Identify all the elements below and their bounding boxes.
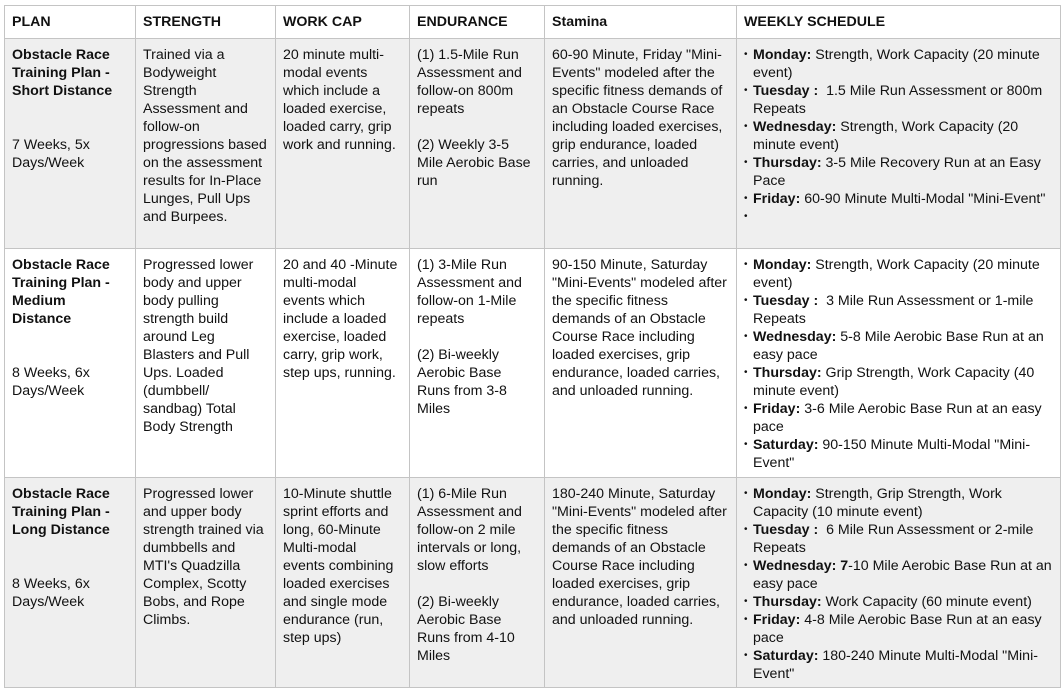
schedule-item: [744, 647, 1053, 683]
schedule-day: Friday:: [753, 191, 801, 207]
endurance-item: (2) Weekly 3-5 Mile Aerobic Base run: [417, 137, 531, 189]
stamina-cell: 60-90 Minute, Friday "Mini-Events" modeled after the specific fitness demands of an Obstacle Course Race including loaded exercises, grip endurance, loaded carries, and unloaded running.: [545, 39, 737, 249]
endurance-item: (2) Bi-weekly Aerobic Base Runs from 3-8 Miles: [417, 347, 507, 417]
plan-cell: [5, 478, 136, 688]
bullet-icon: •: [744, 331, 748, 342]
schedule-day: Monday:: [753, 257, 812, 273]
schedule-item: [744, 557, 1056, 593]
stamina-cell: 90-150 Minute, Saturday "Mini-Events" modeled after the specific fitness demands of an Obstacle Course Race including loaded exercises, grip endurance, loaded carries, and unloaded running.: [545, 249, 737, 478]
schedule-item: [744, 593, 1053, 611]
schedule-day: Tuesday :: [753, 293, 819, 309]
bullet-icon: •: [744, 596, 748, 607]
schedule-text: 1.5 Mile Run Assessment or 800m Repeats: [753, 83, 1047, 117]
schedule-day: Tuesday :: [753, 522, 819, 538]
schedule-day: Thursday:: [753, 155, 822, 171]
training-plan-table: [4, 5, 1061, 688]
bullet-icon: •: [744, 488, 748, 499]
header-weekly-schedule: WEEKLY SCHEDULE: [737, 6, 1061, 39]
header-plan: PLAN: [5, 6, 136, 39]
schedule-day: Thursday:: [753, 594, 822, 610]
schedule-text: Strength, Work Capacity (20 minute event): [753, 47, 1044, 81]
schedule-text: 4-8 Mile Aerobic Base Run at an easy pace: [753, 612, 1046, 646]
plan-name: Obstacle Race Training Plan - Medium Distance: [12, 257, 110, 327]
bullet-icon: •: [744, 85, 748, 96]
schedule-text: 5-8 Mile Aerobic Base Run at an easy pace: [753, 329, 1048, 363]
schedule-text: 3-5 Mile Recovery Run at an Easy Pace: [753, 155, 1045, 189]
endurance-item: (1) 6-Mile Run Assessment and follow-on 2 mile intervals or long, slow efforts: [417, 486, 522, 574]
schedule-day: Monday:: [753, 486, 812, 502]
schedule-list: [744, 485, 1056, 683]
schedule-text: -10 Mile Aerobic Base Run at an easy pace: [753, 558, 1056, 592]
bullet-icon: •: [744, 295, 748, 306]
schedule-text: 90-150 Minute Multi-Modal "Mini-Event": [753, 437, 1031, 471]
schedule-text: Strength, Work Capacity (20 minute event): [753, 119, 1023, 153]
schedule-text: 3 Mile Run Assessment or 1-mile Repeats: [753, 293, 1038, 327]
schedule-day: Wednesday:: [753, 329, 837, 345]
schedule-day: Saturday:: [753, 648, 819, 664]
schedule-item: [744, 292, 1053, 328]
schedule-item: [744, 400, 1053, 436]
header-stamina: Stamina: [545, 6, 737, 39]
bullet-icon: •: [744, 524, 748, 535]
schedule-day: Tuesday :: [753, 83, 819, 99]
bullet-icon: •: [744, 367, 748, 378]
endurance-item: (1) 1.5-Mile Run Assessment and follow-on 800m repeats: [417, 47, 522, 117]
header-work-cap: WORK CAP: [276, 6, 410, 39]
schedule-item: [744, 611, 1053, 647]
weekly-schedule-cell: [737, 39, 1061, 249]
bullet-icon: •: [744, 439, 748, 450]
bullet-icon: •: [744, 560, 748, 571]
table-row-medium-distance: [5, 249, 1061, 478]
strength-cell: Progressed lower body and upper body pulling strength build around Leg Blasters and Pull Ups. Loaded (dumbbell/ sandbag) Total Body Strength: [136, 249, 276, 478]
header-endurance: ENDURANCE: [410, 6, 545, 39]
work-cap-cell: 20 and 40 -Minute multi-modal events which include a loaded exercise, loaded carry, grip work, step ups, running.: [276, 249, 410, 478]
schedule-text: 6 Mile Run Assessment or 2-mile Repeats: [753, 522, 1038, 556]
plan-name: Obstacle Race Training Plan - Short Distance: [12, 47, 113, 99]
schedule-text: 180-240 Minute Multi-Modal "Mini-Event": [753, 648, 1038, 682]
schedule-day: Wednesday:: [753, 119, 837, 135]
bullet-icon: •: [744, 403, 748, 414]
schedule-text: 3-6 Mile Aerobic Base Run at an easy pace: [753, 401, 1046, 435]
plan-duration: 8 Weeks, 6x Days/Week: [12, 576, 90, 610]
endurance-item: (2) Bi-weekly Aerobic Base Runs from 4-10 Miles: [417, 594, 515, 664]
plan-cell: [5, 39, 136, 249]
schedule-item: [744, 364, 1053, 400]
header-row: [5, 6, 1061, 39]
schedule-text: Grip Strength, Work Capacity (40 minute event): [753, 365, 1039, 399]
schedule-item: [744, 154, 1053, 190]
table-row-short-distance: [5, 39, 1061, 249]
schedule-text: Strength, Grip Strength, Work Capacity (10 minute event): [753, 486, 1006, 520]
plan-name: Obstacle Race Training Plan - Long Distance: [12, 486, 110, 538]
plan-duration: 8 Weeks, 6x Days/Week: [12, 365, 90, 399]
endurance-item: (1) 3-Mile Run Assessment and follow-on 1-Mile repeats: [417, 257, 522, 327]
schedule-day: Saturday:: [753, 437, 819, 453]
schedule-list: [744, 46, 1053, 226]
endurance-cell: [410, 39, 545, 249]
schedule-list: [744, 256, 1053, 472]
bullet-icon: •: [744, 211, 748, 222]
schedule-item: [744, 82, 1053, 118]
table-row-long-distance: [5, 478, 1061, 688]
bullet-icon: •: [744, 259, 748, 270]
weekly-schedule-cell: [737, 478, 1061, 688]
schedule-text: Work Capacity (60 minute event): [821, 594, 1032, 610]
schedule-day: Friday:: [753, 612, 801, 628]
stamina-cell: 180-240 Minute, Saturday "Mini-Events" modeled after the specific fitness demands of an Obstacle Course Race including loaded exercises, grip endurance, loaded carries, and unloaded running.: [545, 478, 737, 688]
schedule-item: [744, 328, 1053, 364]
schedule-text: 60-90 Minute Multi-Modal "Mini-Event": [800, 191, 1046, 207]
bullet-icon: •: [744, 650, 748, 661]
schedule-item: [744, 190, 1053, 208]
work-cap-cell: 20 minute multi-modal events which include a loaded exercise, loaded carry, grip work and running.: [276, 39, 410, 249]
schedule-item: [744, 256, 1053, 292]
bullet-icon: •: [744, 193, 748, 204]
strength-cell: Trained via a Bodyweight Strength Assessment and follow-on progressions based on the assessment results for In-Place Lunges, Pull Ups and Burpees.: [136, 39, 276, 249]
schedule-item: [744, 485, 1053, 521]
work-cap-cell: 10-Minute shuttle sprint efforts and long, 60-Minute Multi-modal events combining loaded exercises and single mode endurance (run, step ups): [276, 478, 410, 688]
header-strength: STRENGTH: [136, 6, 276, 39]
endurance-cell: [410, 478, 545, 688]
schedule-item: [744, 521, 1053, 557]
schedule-item: [744, 46, 1053, 82]
schedule-item: [744, 208, 1053, 226]
schedule-item: [744, 436, 1053, 472]
endurance-cell: [410, 249, 545, 478]
bullet-icon: •: [744, 157, 748, 168]
schedule-text: Strength, Work Capacity (20 minute event): [753, 257, 1044, 291]
schedule-day: Monday:: [753, 47, 812, 63]
plan-duration: 7 Weeks, 5x Days/Week: [12, 137, 90, 171]
weekly-schedule-cell: [737, 249, 1061, 478]
schedule-item: [744, 118, 1053, 154]
bullet-icon: •: [744, 614, 748, 625]
plan-cell: [5, 249, 136, 478]
schedule-day: Wednesday: 7: [753, 558, 849, 574]
strength-cell: Progressed lower and upper body strength trained via dumbbells and MTI's Quadzilla Complex, Scotty Bobs, and Rope Climbs.: [136, 478, 276, 688]
bullet-icon: •: [744, 49, 748, 60]
schedule-day: Thursday:: [753, 365, 822, 381]
bullet-icon: •: [744, 121, 748, 132]
schedule-day: Friday:: [753, 401, 801, 417]
